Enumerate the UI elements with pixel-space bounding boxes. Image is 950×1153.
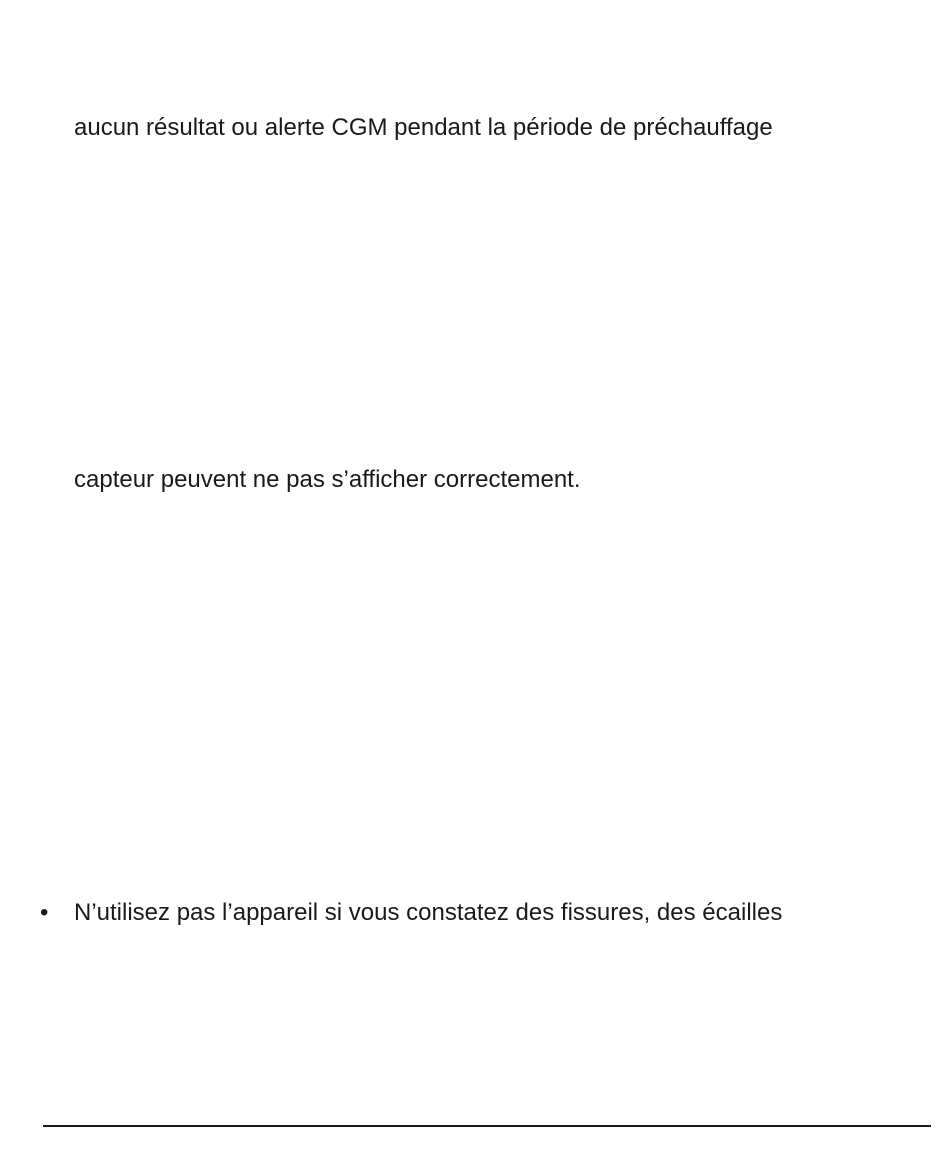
text-line-warmup: aucun résultat ou alerte CGM pendant la période de préchauffage	[74, 114, 773, 141]
text-line-sensor-display: capteur peuvent ne pas s’afficher correctement.	[74, 466, 581, 493]
text-line-do-not-use: N’utilisez pas l’appareil si vous constatez des fissures, des écailles	[74, 899, 783, 926]
footer-divider	[43, 1125, 931, 1127]
bullet-marker: •	[40, 899, 49, 926]
